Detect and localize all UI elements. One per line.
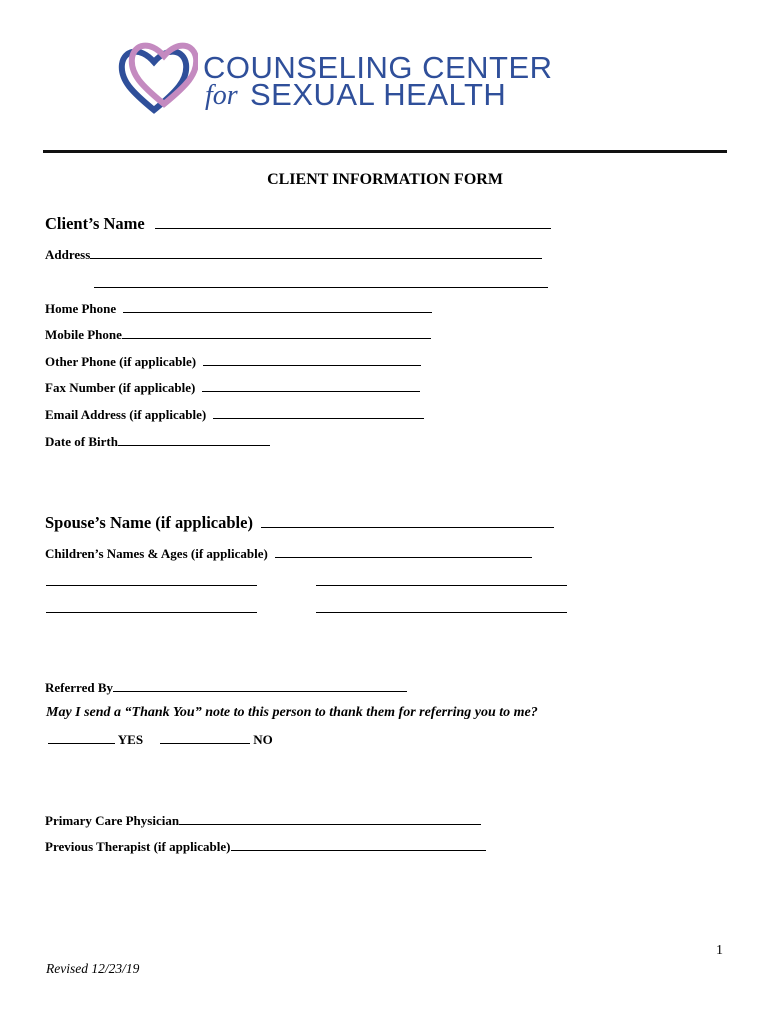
yes-option <box>48 731 143 748</box>
referred-label: Referred By <box>45 680 113 695</box>
form-title: CLIENT INFORMATION FORM <box>267 171 503 188</box>
therapist-field[interactable] <box>231 838 486 851</box>
address-label: Address <box>45 247 91 262</box>
fax-label: Fax Number (if applicable) <box>45 380 196 395</box>
email-row <box>45 406 424 424</box>
fax-field[interactable] <box>202 379 420 392</box>
logo-title-line2: SEXUAL HEALTH <box>250 77 507 112</box>
header-divider <box>43 150 727 153</box>
spouse-field[interactable] <box>261 515 554 528</box>
revision-date: Revised 12/23/19 <box>46 961 140 976</box>
other-phone-row <box>45 353 421 371</box>
email-label: Email Address (if applicable) <box>45 407 207 422</box>
children-field[interactable] <box>275 545 532 558</box>
child-field-1[interactable] <box>46 585 257 586</box>
therapist-row <box>45 838 486 856</box>
mobile-phone-field[interactable] <box>122 326 431 339</box>
spouse-label: Spouse’s Name (if applicable) <box>45 513 253 532</box>
other-phone-label: Other Phone (if applicable) <box>45 354 197 369</box>
fax-row <box>45 379 420 397</box>
home-phone-field[interactable] <box>123 300 432 313</box>
no-field[interactable] <box>160 731 250 744</box>
home-phone-label: Home Phone <box>45 301 117 316</box>
page-number: 1 <box>716 943 723 958</box>
email-field[interactable] <box>213 406 424 419</box>
no-label: NO <box>253 732 273 747</box>
child-field-4[interactable] <box>316 612 567 613</box>
dob-row <box>45 433 270 451</box>
children-label: Children’s Names & Ages (if applicable) <box>45 546 268 561</box>
logo-title-line1: COUNSELING CENTER <box>203 50 553 85</box>
spouse-row <box>45 513 554 533</box>
dob-field[interactable] <box>118 433 270 446</box>
thank-you-question: May I send a “Thank You” note to this person to thank them for referring you to me? <box>46 705 538 720</box>
referred-field[interactable] <box>113 679 407 692</box>
dob-label: Date of Birth <box>45 434 118 449</box>
heart-logo-icon <box>118 40 198 116</box>
address-field-line2[interactable] <box>94 287 548 288</box>
yes-field[interactable] <box>48 731 115 744</box>
mobile-phone-label: Mobile Phone <box>45 327 122 342</box>
address-field[interactable] <box>90 246 542 259</box>
yes-label: YES <box>117 732 144 747</box>
home-phone-row <box>45 300 432 318</box>
child-field-2[interactable] <box>316 585 567 586</box>
child-field-3[interactable] <box>46 612 257 613</box>
logo-for: for <box>205 80 238 111</box>
therapist-label: Previous Therapist (if applicable) <box>45 839 231 854</box>
physician-field[interactable] <box>179 812 481 825</box>
client-name-label: Client’s Name <box>45 214 145 233</box>
referred-row <box>45 679 407 697</box>
no-option <box>160 731 273 748</box>
children-row <box>45 545 532 563</box>
mobile-phone-row <box>45 326 431 344</box>
client-name-row <box>45 214 551 234</box>
client-name-field[interactable] <box>155 216 551 229</box>
physician-row <box>45 812 481 830</box>
physician-label: Primary Care Physician <box>45 813 180 828</box>
address-row <box>45 246 542 264</box>
other-phone-field[interactable] <box>203 353 421 366</box>
